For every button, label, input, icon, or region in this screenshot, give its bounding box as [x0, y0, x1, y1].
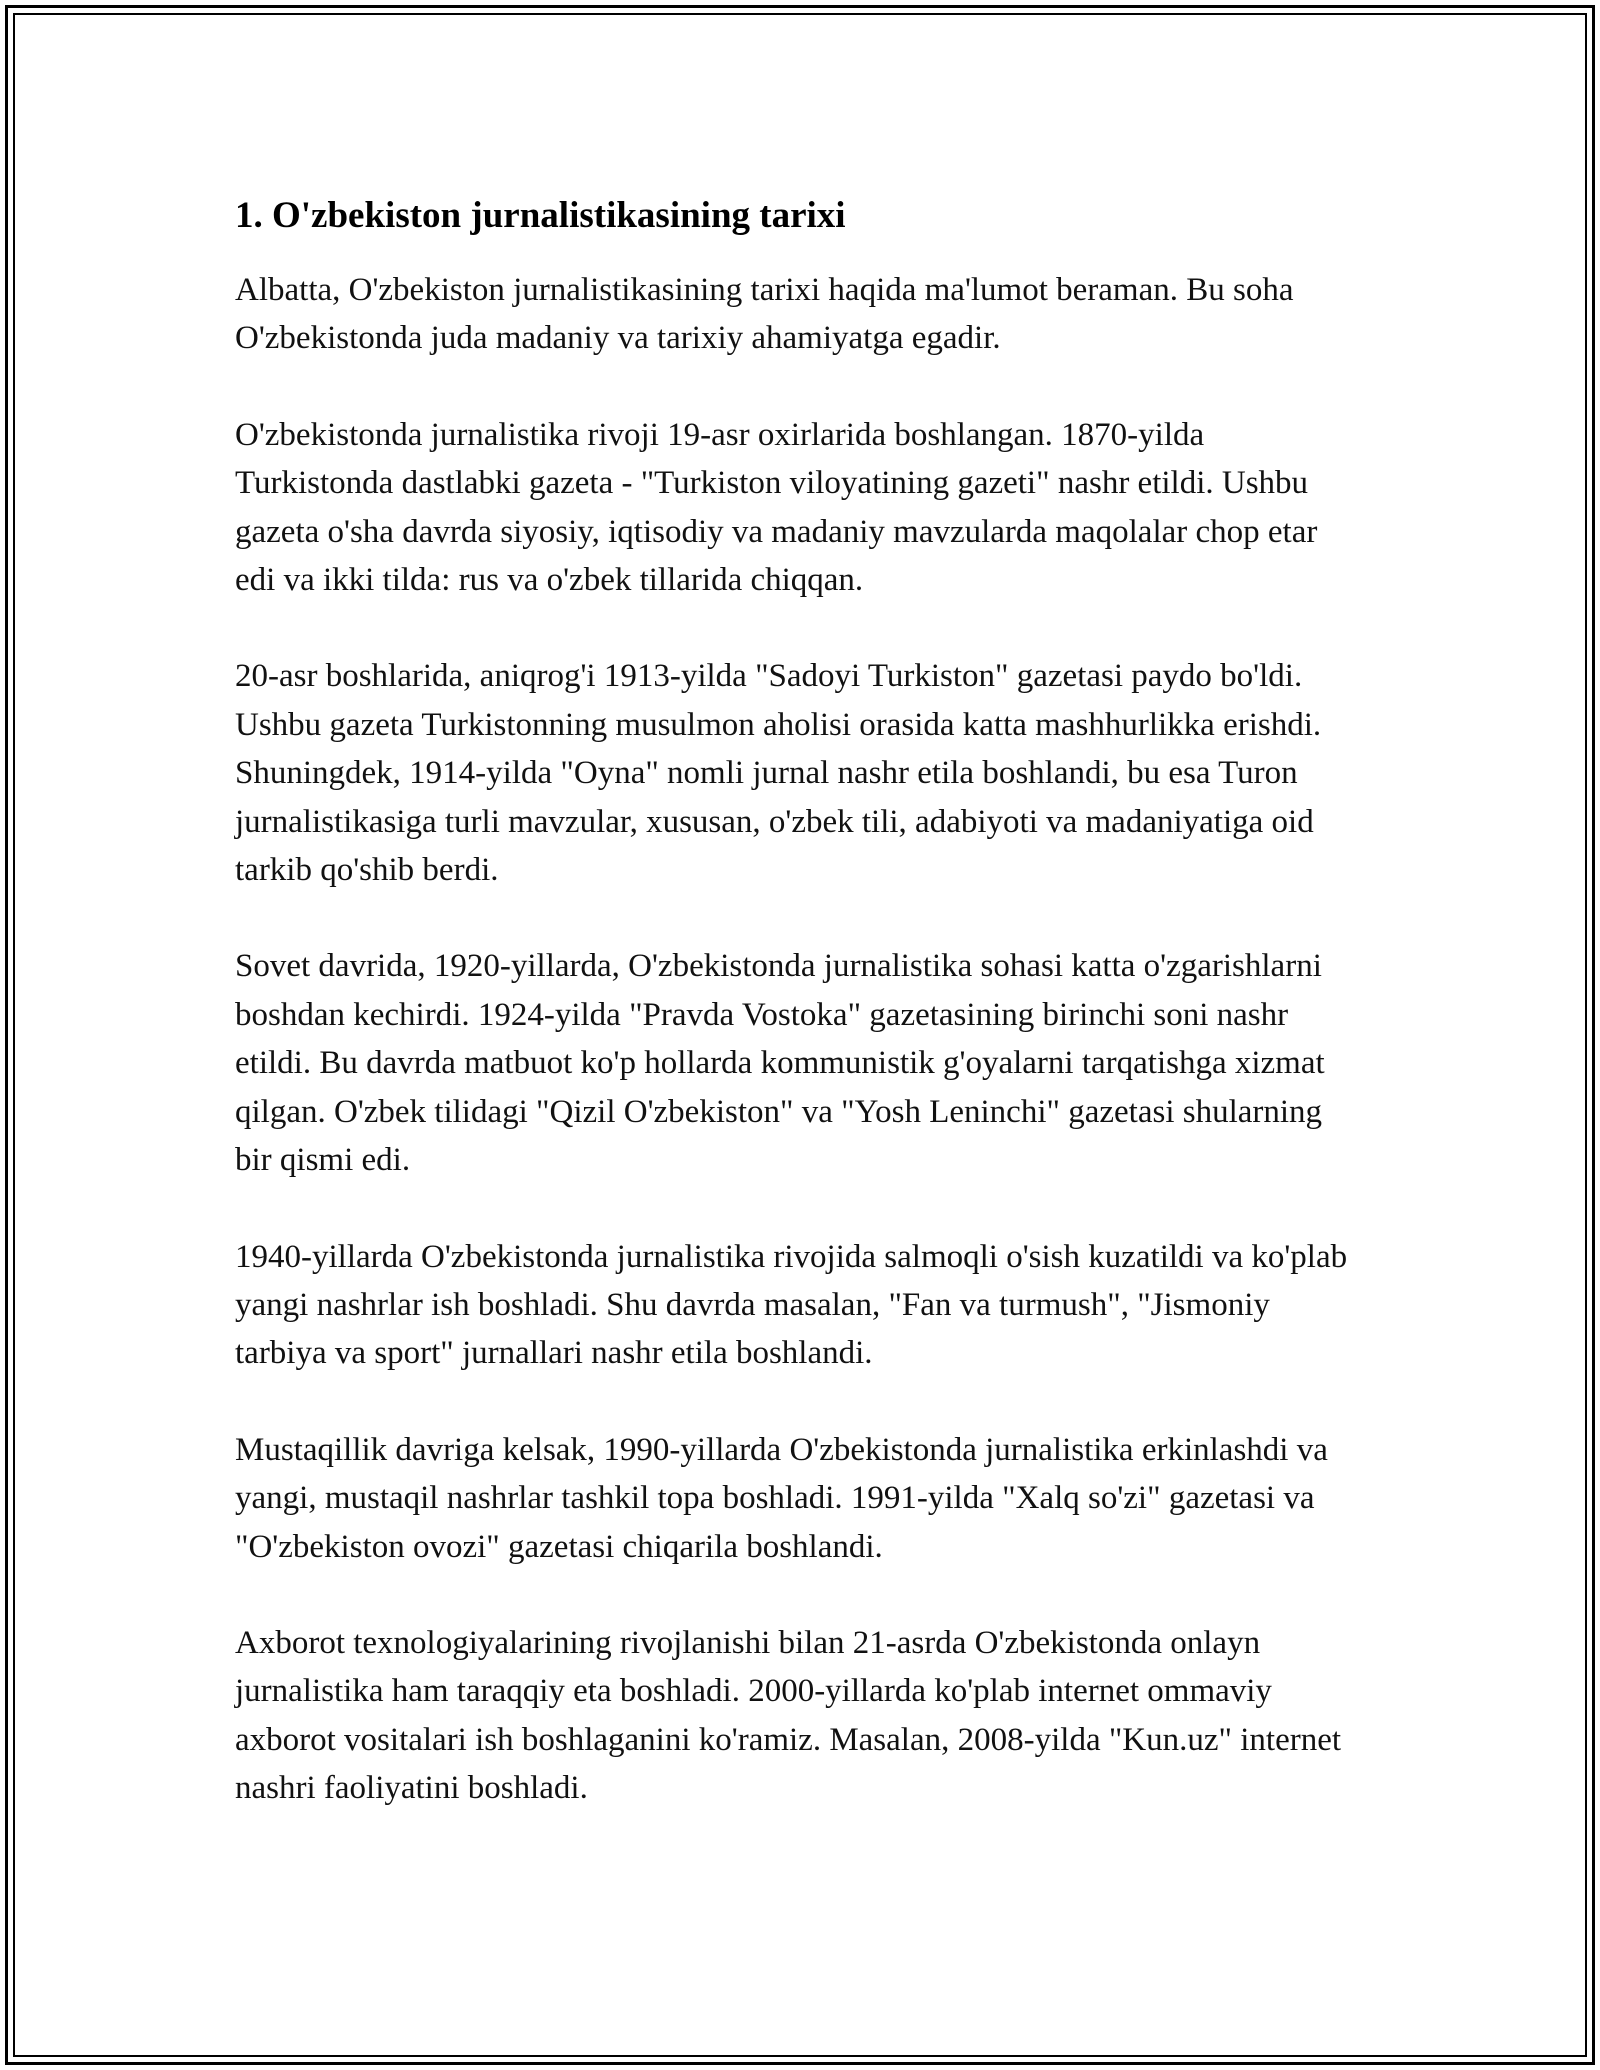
paragraph-early-20th-century: 20-asr boshlarida, aniqrog'i 1913-yilda "Sadoyi Turkiston" gazetasi paydo bo'ldi. Ushbu gazeta Turkistonning musulmon aholisi orasida katta mashhurlikka erishdi. Shuningdek, 1914-yilda "Oyna" nomli jurnal nashr etila boshlandi, bu esa Turon jurnalistikasiga turli mavzular, xususan, o'zbek tili, adabiyoti va madaniyatiga oid tarkib qo'shib berdi. [235, 658, 1322, 889]
paragraph-online-journalism: Axborot texnologiyalarining rivojlanishi bilan 21-asrda O'zbekistonda onlayn jurnalistika ham taraqqiy eta boshladi. 2000-yillarda ko'plab internet ommaviy axborot vositalari ish boshlaganini ko'ramiz. Masalan, 2008-yilda "Kun.uz" internet nashri faoliyatini boshladi. [235, 1624, 1342, 1807]
document-body [235, 186, 1365, 1861]
paragraph-intro: Albatta, O'zbekiston jurnalistikasining tarixi haqida ma'lumot beraman. Bu soha O'zbekistonda juda madaniy va tarixiy ahamiyatga egadir. [235, 272, 1294, 357]
paragraph-19th-century: O'zbekistonda jurnalistika rivoji 19-asr oxirlarida boshlangan. 1870-yilda Turkistonda dastlabki gazeta - "Turkiston viloyatining gazeti" nashr etildi. Ushbu gazeta o'sha davrda siyosiy, iqtisodiy va madaniy mavzularda maqolalar chop etar edi va ikki tilda: rus va o'zbek tillarida chiqqan. [235, 416, 1318, 599]
paragraph-soviet-period: Sovet davrida, 1920-yillarda, O'zbekistonda jurnalistika sohasi katta o'zgarishlarni boshdan kechirdi. 1924-yilda "Pravda Vostoka" gazetasining birinchi soni nashr etildi. Bu davrda matbuot ko'p hollarda kommunistik g'oyalarni tarqatishga xizmat qilgan. O'zbek tilidagi "Qizil O'zbekiston" va "Yosh Leninchi" gazetasi shularning bir qismi edi. [235, 948, 1325, 1179]
document-title: 1. O'zbekiston jurnalistikasining tarixi [235, 195, 846, 236]
paragraph-independence: Mustaqillik davriga kelsak, 1990-yillarda O'zbekistonda jurnalistika erkinlashdi va yangi, mustaqil nashrlar tashkil topa boshladi. 1991-yilda "Xalq so'zi" gazetasi va "O'zbekiston ovozi" gazetasi chiqarila boshlandi. [235, 1431, 1328, 1565]
paragraph-1940s: 1940-yillarda O'zbekistonda jurnalistika rivojida salmoqli o'sish kuzatildi va ko'plab yangi nashrlar ish boshladi. Shu davrda masalan, "Fan va turmush", "Jismoniy tarbiya va sport" jurnallari nashr etila boshlandi. [235, 1238, 1348, 1372]
